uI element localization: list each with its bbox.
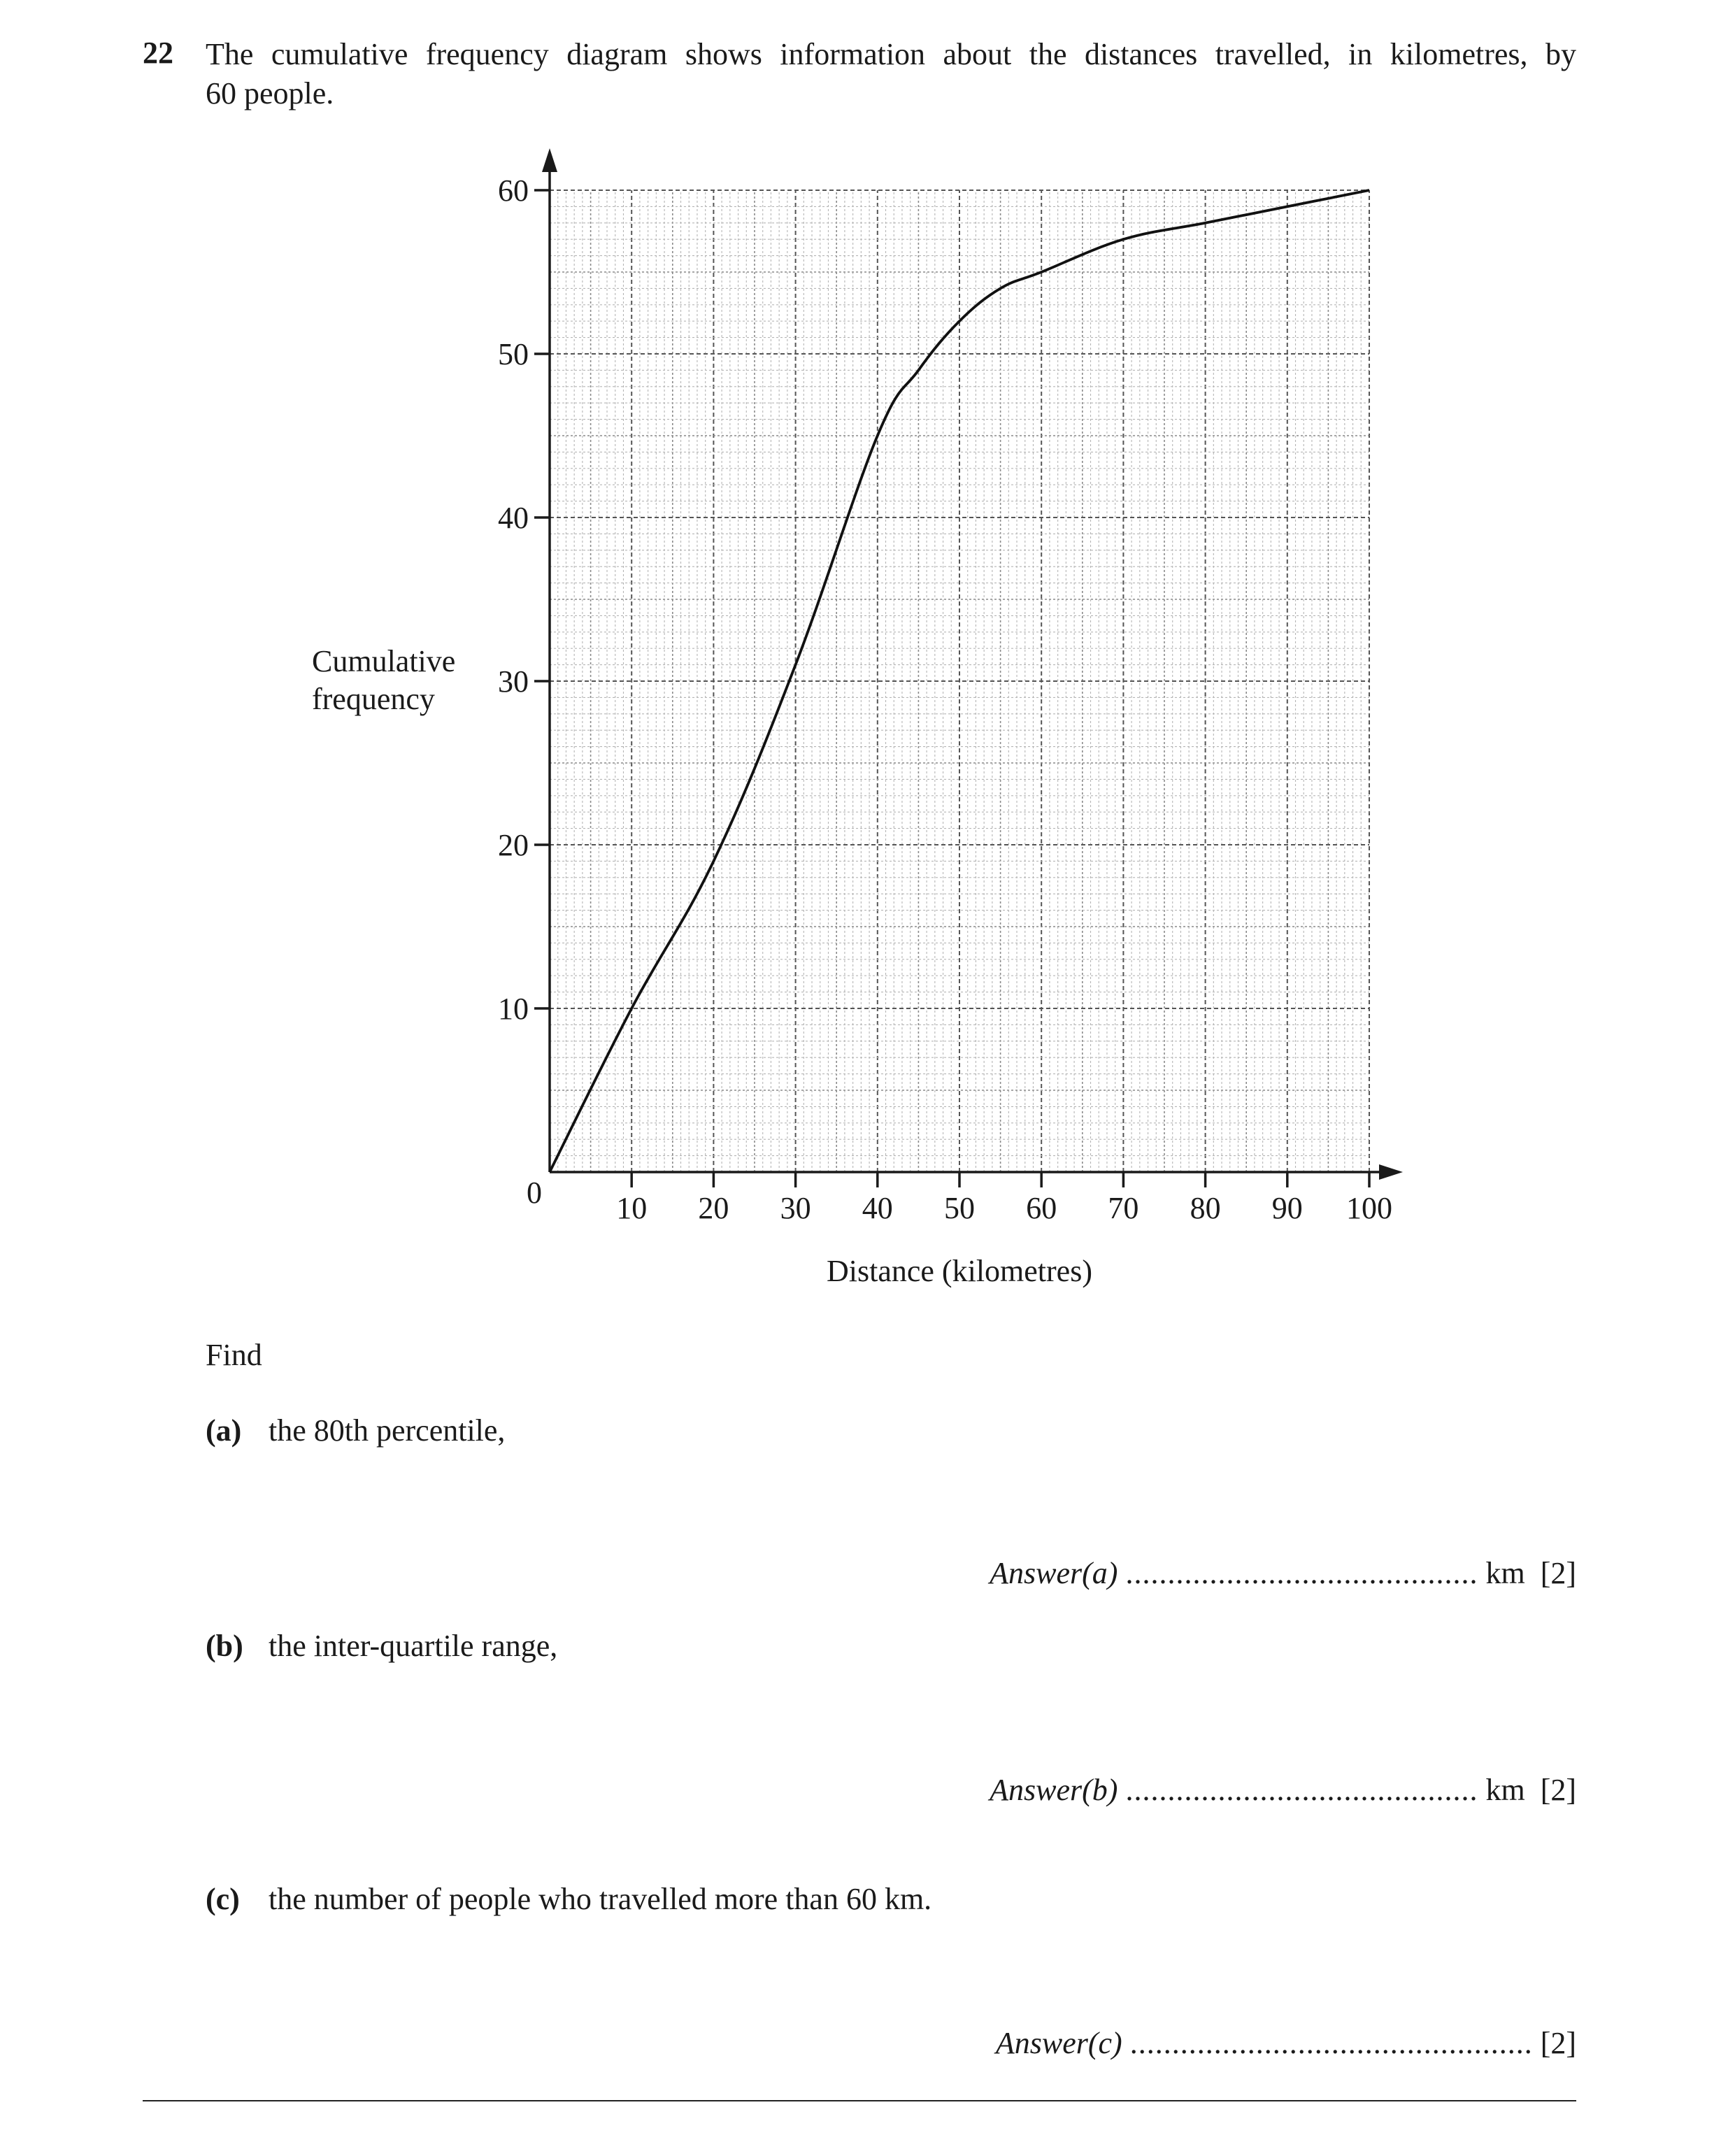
- chart-grid: [550, 190, 1369, 1172]
- origin-label: 0: [527, 1176, 542, 1210]
- answer-b-label: Answer(b): [990, 1773, 1118, 1807]
- part-c-label: (c): [206, 1882, 240, 1916]
- page-bottom-rule: [143, 2100, 1576, 2101]
- x-tick-label: 70: [1108, 1191, 1139, 1225]
- x-tick-label: 30: [780, 1191, 811, 1225]
- answer-b-unit: km: [1485, 1773, 1525, 1807]
- answer-b-dots[interactable]: ..........................................: [1125, 1773, 1478, 1807]
- y-axis-arrow: [542, 148, 557, 172]
- answer-c-marks: [2]: [1540, 2026, 1576, 2060]
- x-tick-label: 100: [1346, 1191, 1392, 1225]
- part-c: [206, 1881, 931, 1917]
- y-axis-label-line2: frequency: [312, 682, 435, 716]
- part-b-text: the inter-quartile range,: [269, 1629, 558, 1663]
- part-c-text: the number of people who travelled more than 60 km.: [269, 1882, 932, 1916]
- answer-a-line[interactable]: [990, 1555, 1576, 1591]
- question-intro-continued: 60 people.: [206, 76, 334, 110]
- x-tick-label: 10: [616, 1191, 648, 1225]
- x-tick-label: 90: [1271, 1191, 1303, 1225]
- y-tick-label: 60: [498, 173, 529, 208]
- answer-a-label: Answer(a): [990, 1556, 1118, 1590]
- x-tick-label: 40: [862, 1191, 893, 1225]
- chart-axes: [542, 148, 1403, 1180]
- answer-c-label: Answer(c): [995, 2026, 1122, 2060]
- x-axis-arrow: [1379, 1164, 1403, 1180]
- y-tick-label: 50: [498, 337, 529, 371]
- answer-c-dots[interactable]: ................................................: [1129, 2026, 1533, 2060]
- question-intro: The cumulative frequency diagram shows information about the distances travelled, in kilometres, by: [206, 37, 1576, 71]
- x-tick-label: 80: [1190, 1191, 1221, 1225]
- part-a: [206, 1413, 505, 1448]
- x-axis-label: Distance (kilometres): [827, 1254, 1092, 1288]
- y-axis-label-line1: Cumulative: [312, 644, 456, 678]
- x-tick-label: 50: [944, 1191, 975, 1225]
- x-tick-label: 20: [698, 1191, 729, 1225]
- y-tick-label: 20: [498, 828, 529, 862]
- y-tick-label: 40: [498, 501, 529, 535]
- part-a-label: (a): [206, 1413, 242, 1448]
- part-b: [206, 1628, 557, 1664]
- answer-b-marks: [2]: [1540, 1773, 1576, 1807]
- answer-a-dots[interactable]: ..........................................: [1125, 1556, 1478, 1590]
- y-tick-label: 30: [498, 664, 529, 699]
- answer-b-line[interactable]: [990, 1772, 1576, 1808]
- question-number: 22: [143, 36, 173, 70]
- part-b-label: (b): [206, 1629, 243, 1663]
- answer-a-marks: [2]: [1540, 1556, 1576, 1590]
- find-label: Find: [206, 1338, 262, 1372]
- answer-c-line[interactable]: [996, 2025, 1576, 2061]
- part-a-text: the 80th percentile,: [269, 1413, 506, 1448]
- x-tick-label: 60: [1026, 1191, 1057, 1225]
- y-tick-label: 10: [498, 992, 529, 1026]
- answer-a-unit: km: [1485, 1556, 1525, 1590]
